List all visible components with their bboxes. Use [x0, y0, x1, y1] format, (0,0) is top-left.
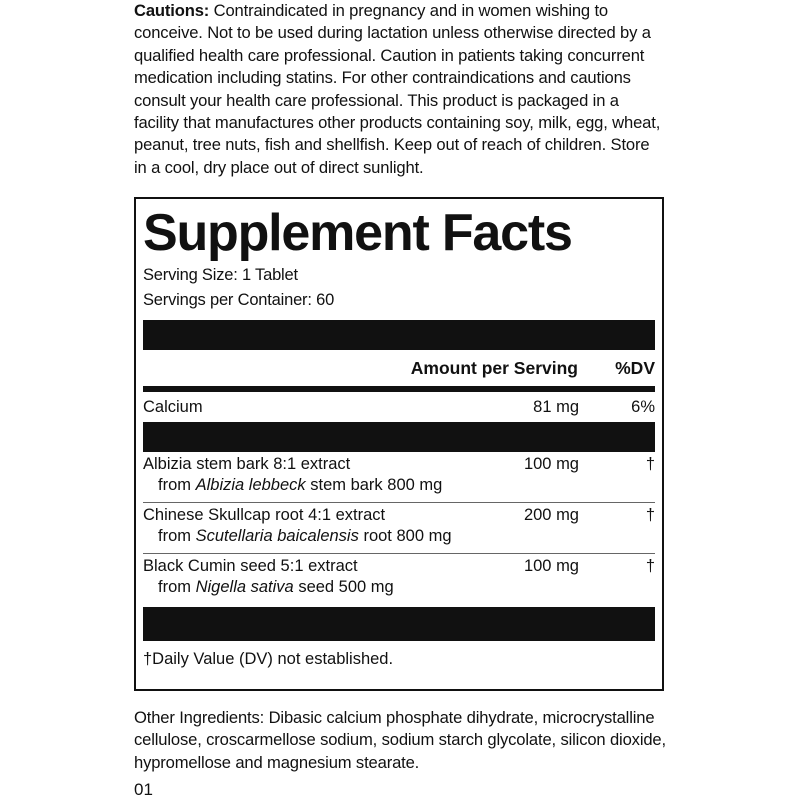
other-ingredients: Other Ingredients: Dibasic calcium phosphate dihydrate, microcrystalline cellulose, croscarmellose sodium, sodium starch glycolate, silicon dioxide, hypromellose and magnesium stearate. [134, 708, 666, 772]
servings-per-container: Servings per Container: 60 [143, 291, 335, 309]
ingredient-name: Chinese Skullcap root 4:1 extract [143, 506, 386, 524]
serving-size: Serving Size: 1 Tablet [143, 266, 298, 284]
lot-code: 01 [134, 780, 153, 799]
divider-bar [143, 320, 655, 350]
ingredient-name: Black Cumin seed 5:1 extract [143, 557, 358, 575]
ingredient-amount: 100 mg [523, 455, 579, 473]
ingredient-name: Albizia stem bark 8:1 extract [143, 455, 351, 473]
nutrient-name: Calcium [143, 397, 203, 416]
ingredient-source: from Nigella sativa seed 500 mg [158, 578, 394, 596]
supplement-facts-panel [134, 197, 664, 691]
cautions-label: Cautions: [134, 1, 210, 20]
ingredient-amount: 200 mg [523, 506, 579, 524]
dv-footnote: †Daily Value (DV) not established. [143, 650, 394, 668]
header-amount: Amount per Serving [410, 357, 578, 378]
divider-bar [143, 422, 655, 452]
ingredient-source: from Scutellaria baicalensis root 800 mg [158, 527, 452, 545]
nutrient-row-calcium [143, 392, 655, 422]
ingredient-row [143, 503, 655, 554]
facts-title: Supplement Facts [143, 204, 572, 262]
divider-bar [143, 607, 655, 641]
ingredient-row [143, 554, 655, 605]
nutrient-dv: 6% [631, 397, 655, 416]
ingredient-amount: 100 mg [523, 557, 579, 575]
cautions-text: Contraindicated in pregnancy and in women wishing to conceive. Not to be used during lactation unless otherwise directed by a qualified health care professional. Caution in patients taking concurrent medication including statins. For other contraindications and cautions consult your health care professional. This product is packaged in a facility that manufactures other products containing soy, milk, egg, wheat, peanut, tree nuts, fish and shellfish. Keep out of reach of children. Store in a cool, dry place out of direct sunlight. [134, 1, 661, 177]
column-header [143, 350, 655, 386]
ingredient-row [143, 452, 655, 503]
ingredient-dv: † [645, 557, 655, 575]
ingredient-source: from Albizia lebbeck stem bark 800 mg [158, 476, 443, 494]
header-dv: %DV [615, 357, 655, 378]
nutrient-amount: 81 mg [533, 397, 579, 416]
cautions-paragraph [134, 0, 664, 179]
ingredient-dv: † [645, 455, 655, 473]
ingredient-dv: † [645, 506, 655, 524]
